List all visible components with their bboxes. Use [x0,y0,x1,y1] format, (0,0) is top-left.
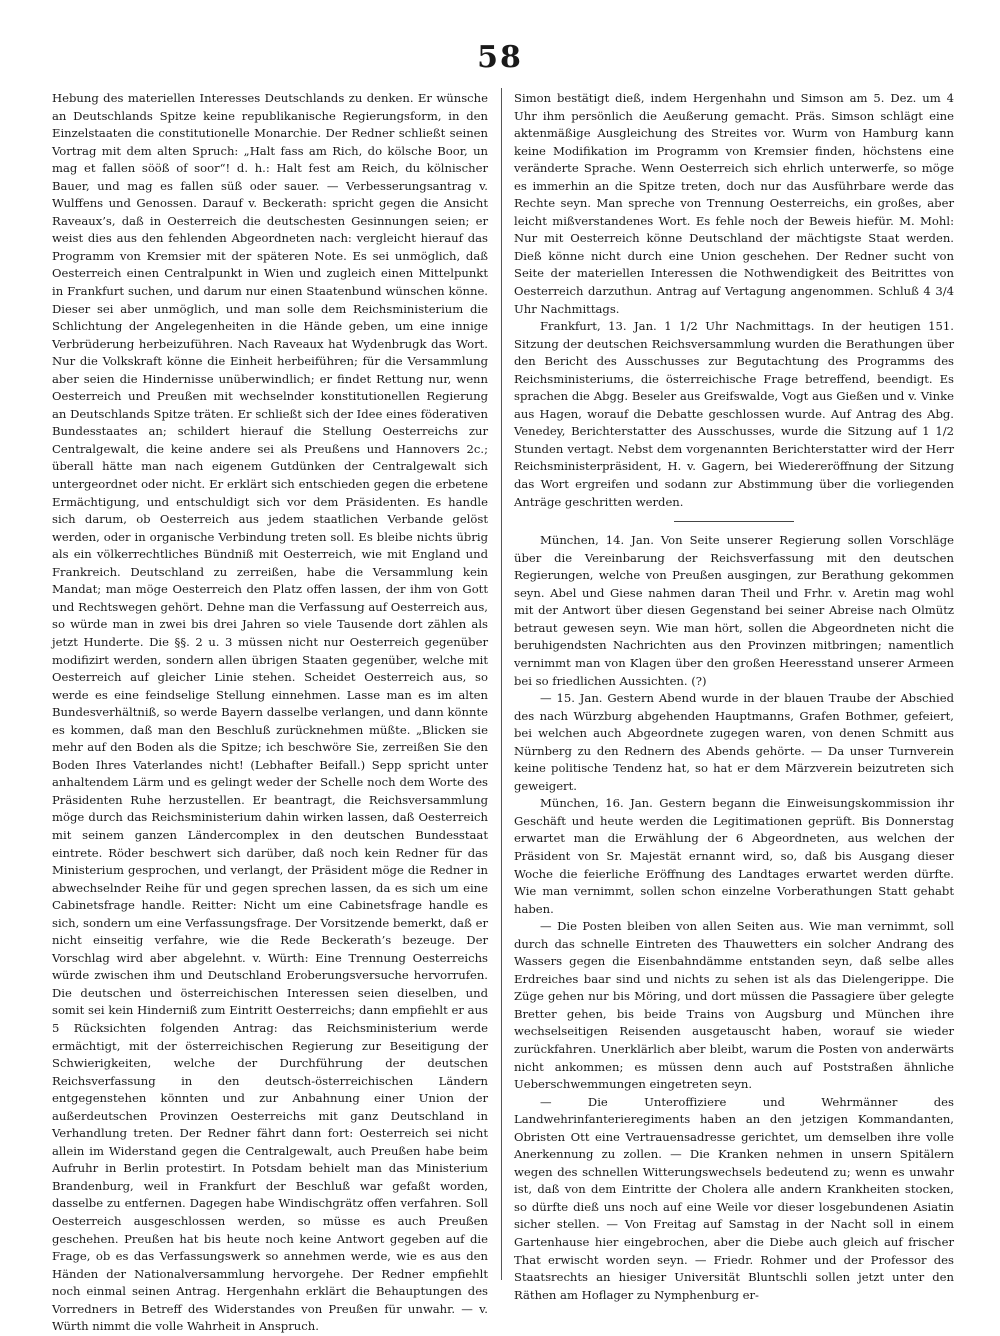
right-column [514,90,954,1304]
article-paragraph: München, 16. Jan. Gestern begann die Einweisungskommission ihr Geschäft und heute werden die Legitimationen geprüft. Bis Donnerstag erwartet man die Erwählung der 6 Abgeordneten, aus welchen der Präsident von Sr. Majestät ernannt wird, so, daß bis Ausgang dieser Woche die feierliche Eröffnung des Landtages erwartet werden dürfte. Wie man vernimmt, sollen schon einzelne Vorberathungen Statt gehabt haben. [514,796,954,916]
section-separator [674,521,794,522]
page-number: 58 [477,40,523,75]
article-paragraph: — 15. Jan. Gestern Abend wurde in der blauen Traube der Abschied des nach Würzburg abgehenden Hauptmanns, Grafen Bothmer, gefeiert, bei welchen auch Abgeordnete zugegen waren, von denen Schmitt aus Nürnberg zu den Rednern des Abends gehörte. — Da unser Turnverein keine politische Tendenz hat, so hat er dem Märzverein beizutreten sich geweigert. [514,691,954,793]
article-paragraph: Frankfurt, 13. Jan. 1 1/2 Uhr Nachmittags. In der heutigen 151. Sitzung der deutschen Reichsversammlung wurden die Berathungen über den Bericht des Ausschusses zur Begutachtung des Programms des Reichsministeriums, die österreichische Frage betreffend, beendigt. Es sprachen die Abgg. Beseler aus Greifswalde, Vogt aus Gießen und v. Vinke aus Hagen, worauf die Debatte geschlossen wurde. Auf Antrag des Abg. Venedey, Berichterstatter des Ausschusses, wurde die Sitzung auf 1 1/2 Stunden vertagt. Nebst dem vorgenannten Berichterstatter wird der Herr Reichsministerpräsident, H. v. Gagern, bei Wiedereröffnung der Sitzung das Wort ergreifen und sodann zur Abstimmung über die vorliegenden Anträge geschritten werden. [514,319,954,509]
article-paragraph: — Die Unteroffiziere und Wehrmänner des Landwehrinfanterieregiments haben an den jetzigen Kommandanten, Obristen Ott eine Vertrauensadresse gerichtet, um demselben ihre volle Anerkennung zu zollen. — Die Kranken nehmen in unsern Spitälern wegen des schnellen Witterungswechsels bedeutend zu; wenn es unwahr ist, daß von dem Eintritte der Cholera alle andern Krankheiten stocken, so dürfte dieß uns noch auf eine Weile vor dieser losgebundenen Asiatin sicher stellen. — Von Freitag auf Samstag in der Nacht soll in einem Gartenhause hier eingebrochen, aber die Diebe auch gleich auf frischer That erwischt worden seyn. — Friedr. Rohmer und der Professor des Staatsrechts an hiesiger Universität Bluntschli sollen jetzt unter den Räthen am Hoflager zu Nymphenburg er- [514,1094,954,1302]
article-paragraph: — Die Posten bleiben von allen Seiten aus. Wie man vernimmt, soll durch das schnelle Eintreten des Thauwetters ein solcher Andrang des Wassers gegen die Eisenbahndämme entstanden seyn, daß selbe alles Erdreiches baar sind und nichts zu sehen ist als das Dielengerippe. Die Züge gehen nur bis Möring, und dort müssen die Passagiere über gelegte Bretter gehen, bis beide Trains von Augsburg und München ihre wechselseitigen Reisenden ausgetauscht haben, worauf sie wieder zurückfahren. Unerklärlich aber bleibt, warum die Posten von anderwärts nicht ankommen; es müssen denn auch auf Poststraßen ähnliche Ueberschwemmungen eingetreten seyn. [514,919,954,1092]
article-paragraph: Simon bestätigt dieß, indem Hergenhahn und Simson am 5. Dez. um 4 Uhr ihm persönlich die Aeußerung gemacht. Präs. Simson schlägt eine aktenmäßige Ausgleichung des Streites vor. Wurm von Hamburg kann keine Modifikation im Programm von Kremsier finden, höchstens eine veränderte Sprache. Wenn Oesterreich sich ehrlich unterwerfe, so möge es immerhin an die Spitze treten, doch nur das Ausführbare werde das Rechte seyn. Man spreche von Trennung Oesterreichs, ein großes, aber leicht mißverstandenes Wort. Es fehle noch der Beweis hiefür. M. Mohl: Nur mit Oesterreich könne Deutschland der mächtigste Staat werden. Dieß könne nicht durch eine Union geschehen. Der Redner sucht von Seite der materiellen Interessen die Nothwendigkeit des Beitrittes von Oesterreich darzuthun. Antrag auf Vertagung angenommen. Schluß 4 3/4 Uhr Nachmittags. [514,91,954,316]
article-paragraph: München, 14. Jan. Von Seite unserer Regierung sollen Vorschläge über die Vereinbarung der Reichsverfassung mit den deutschen Regierungen, welche von Preußen ausgingen, zur Berathung gekommen seyn. Abel und Giese nahmen daran Theil und Frhr. v. Aretin mag wohl mit der Antwort über diesen Gegenstand bei seiner Abreise nach Olmütz betraut gewesen seyn. Wie man hört, sollen die Abgeordneten nicht die beruhigendsten Nachrichten aus den Provinzen mitbringen; namentlich vernimmt man von Klagen über den großen Heeresstand unserer Armeen bei so friedlichen Aussichten. (?) [514,533,954,688]
left-column [52,90,488,1336]
column-divider [501,88,502,1280]
article-paragraph: Hebung des materiellen Interesses Deutschlands zu denken. Er wünsche an Deutschlands Spitze keine republikanische Regierungsform, in den Einzelstaaten die constitutionelle Monarchie. Der Redner schließt seinen Vortrag mit dem alten Spruch: „Halt fass am Rich, do kölsche Boor, un mag et fallen sööß of soor“! d. h.: Halt fest am Reich, du kölnischer Bauer, und mag es fallen süß oder sauer. — Verbesserungsantrag v. Wulffens und Genossen. Darauf v. Beckerath: spricht gegen die Ansicht Raveaux’s, daß in Oesterreich die deutschesten Gesinnungen seien; er weist dies aus den fehlenden Abgeordneten nach: vergleicht hierauf das Programm von Kremsier mit der späteren Note. Es sei unmöglich, daß Oesterreich einen Centralpunkt in Wien und zugleich einen Mittelpunkt in Frankfurt suchen, und darum nur einen Staatenbund wünschen könne. Dieser sei aber unmöglich, und man solle dem Reichsministerium die Schlichtung der Angelegenheiten in die Hände geben, um eine innige Verbrüderung herbeizuführen. Nach Raveaux hat Wydenbrugk das Wort. Nur die Volkskraft könne die Einheit herbeiführen; für die Versammlung aber seien die Hindernisse unüberwindlich; er findet Rettung nur, wenn Oesterreich und Preußen mit wechselnder konstitutionellen Regierung an Deutschlands Spitze träten. Er schließt sich der Idee eines föderativen Bundesstaates an; schildert hierauf die Stellung Oesterreichs zur Centralgewalt, die keine andere sei als Preußens und Hannovers 2c.; überall hätte man nach eigenem Gutdünken der Centralgewalt sich untergeordnet oder nicht. Er erklärt sich entschieden gegen die erbetene Ermächtigung, und entschuldigt sich vor dem Präsidenten. Es handle sich darum, ob Oesterreich aus jedem staatlichen Verbande gelöst werden, oder in organische Verbindung treten soll. Es bleibe nichts übrig als ein völkerrechtliches Bündniß mit Oesterreich, wie mit England und Frankreich. Deutschland zu zerreißen, habe die Versammlung kein Mandat; man möge Oesterreich den Platz offen lassen, der ihm von Gott und Rechtswegen gehört. Dehne man die Verfassung auf Oesterreich aus, so würde man in zwei bis drei Jahren so viele Tausende dort zählen als jetzt Hunderte. Die §§. 2 u. 3 müssen nicht nur Oesterreich gegenüber modifizirt werden, sondern allen übrigen Staaten gegenüber, welche mit Oesterreich auf gleicher Linie stehen. Scheidet Oesterreich aus, so werde es eine feindselige Stellung einnehmen. Lasse man es im alten Bundesverhältniß, so werde Bayern dasselbe verlangen, und dann könnte es kommen, daß man den Beschluß zurücknehmen müßte. „Blicken sie mehr auf den Boden als die Spitze; ich beschwöre Sie, zerreißen Sie den Boden Ihres Vaterlandes nicht! (Lebhafter Beifall.) Sepp spricht unter anhaltendem Lärm und es gelingt weder der Schelle noch dem Worte des Präsidenten Ruhe herzustellen. Er beantragt, die Reichsversammlung möge durch das Reichsministerium dahin wirken lassen, daß Oesterreich mit seinem ganzen Ländercomplex in den deutschen Bundesstaat eintrete. Röder beschwert sich darüber, daß noch kein Redner für das Ministerium gesprochen, und verlangt, der Präsident möge die Redner in abwechselnder Reihe für und gegen sprechen lassen, da es sich um eine Cabinetsfrage handle. Reitter: Nicht um eine Cabinetsfrage handle es sich, sondern um eine Verfassungsfrage. Der Vorsitzende bemerkt, daß er nicht einseitig verfahre, wie die Rede Beckerath’s bezeuge. Der Vorschlag wird aber abgelehnt. v. Würth: Eine Trennung Oesterreichs würde zwischen ihm und Deutschland Eroberungsversuche hervorrufen. Die deutschen und österreichischen Interessen seien dieselben, und somit sei kein Hinderniß zum Eintritt Oesterreichs; dann empfiehlt er aus 5 Rücksichten folgenden Antrag: das Reichsministerium werde ermächtigt, mit der österreichischen Regierung zur Beseitigung der Schwierigkeiten, welche der Durchführung der deutschen Reichsverfassung in den deutsch-österreichischen Ländern entgegenstehen könnten und zur Anbahnung einer Union der außerdeutschen Provinzen Oesterreichs mit ganz Deutschland in Verhandlung treten. Der Redner fährt dann fort: Oesterreich sei nicht allein im Widerstand gegen die Centralgewalt, auch Preußen habe beim Aufruhr in Berlin protestirt. In Potsdam behielt man das Ministerium Brandenburg, weil in Frankfurt der Beschluß war gefaßt worden, dasselbe zu entfernen. Dagegen habe Windischgrätz offen verfahren. Soll Oesterreich ausgeschlossen werden, so müsse es auch Preußen geschehen. Preußen hat bis heute noch keine Antwort gegeben auf die Frage, ob es das Verfassungswerk so annehmen werde, wie es aus den Händen der Nationalversammlung hervorgehe. Der Redner empfiehlt noch einmal seinen Antrag. Hergenhahn erklärt die Behauptungen des Vorredners in Betreff des Widerstandes von Preußen für unwahr. — v. Würth nimmt die volle Wahrheit in Anspruch. [52,91,488,1334]
